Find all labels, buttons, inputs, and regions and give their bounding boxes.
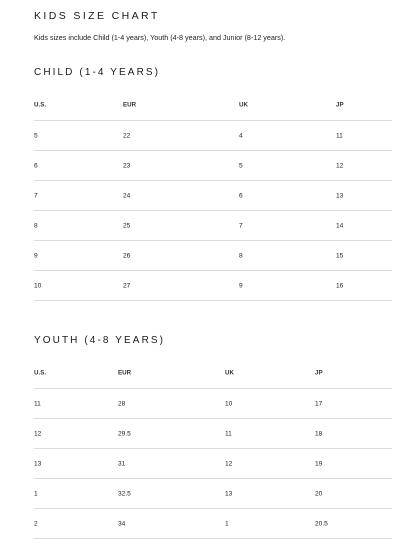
cell-eur: 23: [123, 162, 131, 169]
cell-us: 5: [34, 132, 38, 139]
table-row: [34, 419, 392, 449]
table-header-row: [34, 358, 392, 389]
table-row: [34, 181, 392, 211]
cell-uk: 4: [239, 132, 243, 139]
page-intro: Kids sizes include Child (1-4 years), Youth (4-8 years), and Junior (8-12 years).: [34, 33, 286, 42]
cell-uk: 12: [225, 460, 233, 467]
cell-uk: 11: [225, 430, 232, 437]
table-header-row: [34, 90, 392, 121]
child-section-title: CHILD (1-4 YEARS): [34, 67, 161, 78]
column-header-uk: UK: [239, 101, 248, 109]
cell-uk: 6: [239, 192, 243, 199]
youth-size-table: [34, 358, 392, 539]
column-header-eur: EUR: [118, 369, 132, 377]
cell-jp: 20: [315, 490, 323, 497]
cell-eur: 34: [118, 520, 126, 527]
column-header-us: U.S.: [34, 369, 47, 377]
cell-jp: 15: [336, 252, 344, 259]
table-row: [34, 241, 392, 271]
cell-jp: 14: [336, 222, 344, 229]
cell-eur: 27: [123, 282, 131, 289]
cell-eur: 26: [123, 252, 131, 259]
cell-uk: 7: [239, 222, 243, 229]
cell-us: 13: [34, 460, 42, 467]
table-row: [34, 151, 392, 181]
page-title: KIDS SIZE CHART: [34, 10, 160, 22]
cell-eur: 25: [123, 222, 131, 229]
cell-eur: 28: [118, 400, 126, 407]
cell-us: 11: [34, 400, 41, 407]
cell-us: 12: [34, 430, 42, 437]
column-header-uk: UK: [225, 369, 234, 377]
cell-jp: 16: [336, 282, 344, 289]
cell-us: 7: [34, 192, 38, 199]
cell-eur: 22: [123, 132, 131, 139]
cell-uk: 10: [225, 400, 233, 407]
cell-uk: 5: [239, 162, 243, 169]
cell-us: 10: [34, 282, 42, 289]
cell-jp: 19: [315, 460, 323, 467]
cell-jp: 11: [336, 132, 343, 139]
column-header-eur: EUR: [123, 101, 137, 109]
youth-section-title: YOUTH (4-8 YEARS): [34, 335, 166, 346]
cell-us: 1: [34, 490, 38, 497]
cell-jp: 17: [315, 400, 323, 407]
cell-uk: 13: [225, 490, 233, 497]
cell-jp: 13: [336, 192, 344, 199]
cell-jp: 18: [315, 430, 323, 437]
table-row: [34, 449, 392, 479]
table-row: [34, 479, 392, 509]
cell-eur: 24: [123, 192, 131, 199]
column-header-us: U.S.: [34, 101, 47, 109]
table-row: [34, 121, 392, 151]
cell-eur: 31: [118, 460, 126, 467]
cell-us: 6: [34, 162, 38, 169]
cell-uk: 8: [239, 252, 243, 259]
cell-jp: 20.5: [315, 520, 328, 527]
table-row: [34, 211, 392, 241]
cell-us: 2: [34, 520, 38, 527]
cell-eur: 32.5: [118, 490, 131, 497]
child-size-table: [34, 90, 392, 301]
cell-uk: 1: [225, 520, 229, 527]
column-header-jp: JP: [315, 369, 323, 377]
table-row: [34, 509, 392, 539]
cell-jp: 12: [336, 162, 344, 169]
cell-eur: 29.5: [118, 430, 131, 437]
table-row: [34, 389, 392, 419]
cell-us: 9: [34, 252, 38, 259]
table-row: [34, 271, 392, 301]
column-header-jp: JP: [336, 101, 344, 109]
cell-uk: 9: [239, 282, 243, 289]
cell-us: 8: [34, 222, 38, 229]
